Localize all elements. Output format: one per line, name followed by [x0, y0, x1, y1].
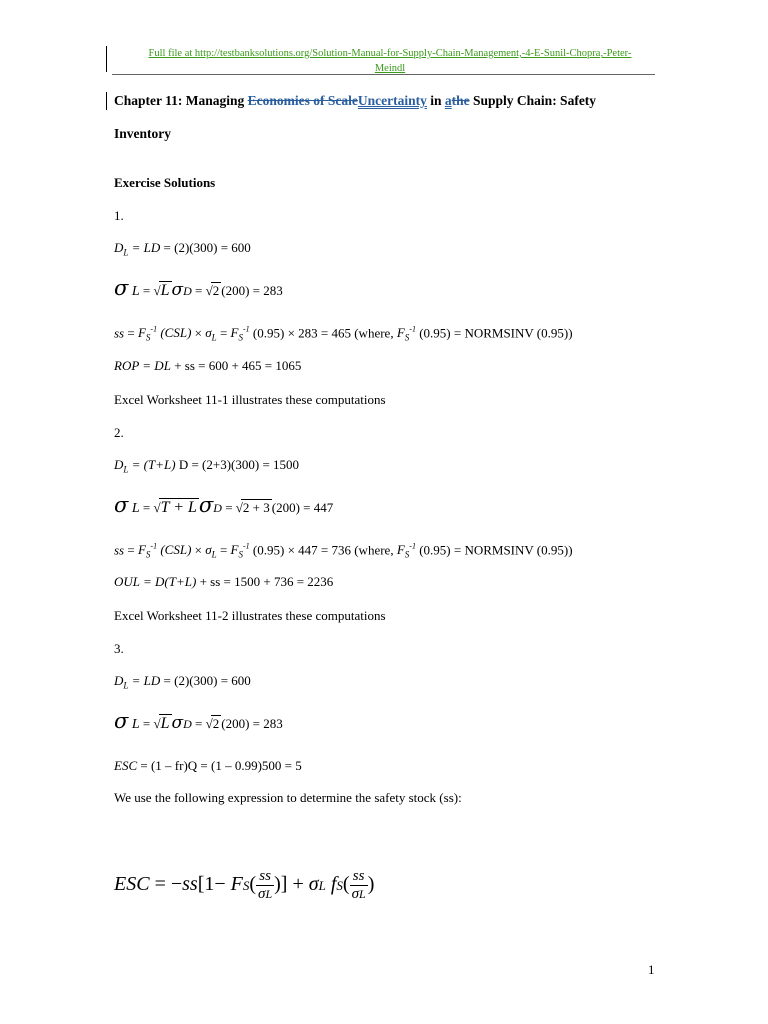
ex3-esc-equation: ESC = (1 – fr)Q = (1 – 0.99)500 = 5 [114, 758, 302, 773]
ex1-demand-lead-time: $D_L$ = LD = (2)(300) = 600 [114, 240, 251, 258]
ex1-reorder-point: ROP = DL + ss = 600 + 465 = 1065 [114, 358, 302, 373]
inserted-text: Uncertainty [357, 93, 427, 108]
header-source-link[interactable]: Full file at http://testbanksolutions.org/Solution-Manual-for-Supply-Chain-Management,-4-E-Sunil-Chopra,-Peter- Meindl [148, 48, 632, 74]
ex2-excel-note: Excel Worksheet 11-2 illustrates these computations [114, 608, 386, 623]
ex1-sigma-equation: σ L = √L σD = √2 (200) = 283 [114, 276, 283, 300]
ex3-demand-lead-time: $D_L$ = LD = (2)(300) = 600 [114, 673, 251, 691]
exercise-number: 1. [114, 208, 124, 223]
deleted-text: Economies of Scale [247, 93, 358, 108]
inserted-text: a [444, 93, 452, 108]
header-rule [112, 74, 655, 75]
chapter-title: Chapter 11: Managing Economies of ScaleUncertainty in athe Supply Chain: Safety [114, 93, 597, 108]
ex2-safety-stock: ss = $F_S^{-1}$ $(CSL) \times \sigma_L = F_S^{-1}$ (0.95) × 447 = 736 (where, $F_S^{-1}$ (0.95) = NORMSINV (0.95)) [114, 542, 573, 560]
change-bar [106, 92, 107, 110]
esc-formula: ESC = −ss[1− FS( $\frac{ss}{\sigma L}$ )] + σL fS( $\frac{ss}{\sigma L}$ ) [114, 868, 375, 902]
ex3-expression-intro: We use the following expression to determine the safety stock (ss): [114, 790, 462, 805]
ex2-sigma-equation: σ L = √T + LσD = √2 + 3 (200) = 447 [114, 493, 334, 517]
ex3-sigma-equation: σ L = √L σD = √2 (200) = 283 [114, 709, 283, 733]
change-bar [106, 46, 107, 72]
section-heading: Exercise Solutions [114, 175, 216, 190]
exercise-number: 3. [114, 641, 124, 656]
ex1-excel-note: Excel Worksheet 11-1 illustrates these computations [114, 392, 386, 407]
exercise-number: 2. [114, 425, 124, 440]
chapter-title-line2: Inventory [114, 126, 171, 141]
ex2-demand-lead-time: $D_L = (T+L) D = (2+3)(300) = 1500$ [114, 457, 300, 475]
ex1-safety-stock: ss = $F_S^{-1}$ $(CSL) \times \sigma_L = F_S^{-1}$ (0.95) × 283 = 465 (where, $F_S^{-1}$ (0.95) = NORMSINV (0.95)) [114, 325, 573, 343]
deleted-text: the [451, 93, 470, 108]
page-number: 1 [648, 962, 655, 977]
ex2-order-up-to-level: OUL = D(T+L) + ss = 1500 + 736 = 2236 [114, 574, 334, 589]
